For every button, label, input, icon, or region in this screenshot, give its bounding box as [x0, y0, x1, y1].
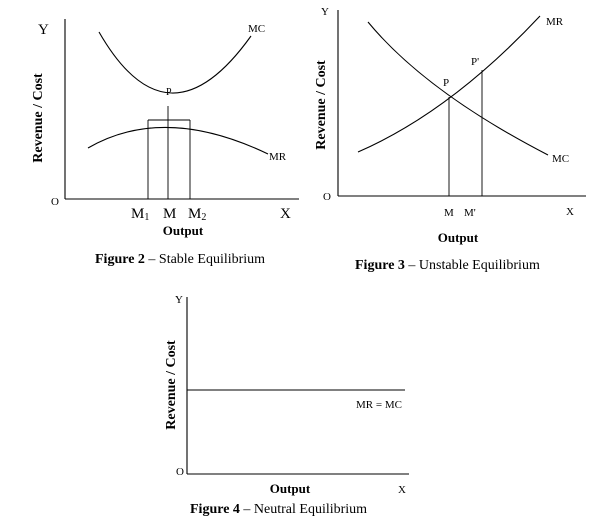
fig2-origin-label: O [51, 196, 59, 208]
fig2-mc-label: MC [248, 23, 266, 35]
fig3-y-axis-title: Revenue / Cost [314, 60, 329, 150]
fig2-y-axis-letter: Y [38, 22, 49, 38]
figure-3-unstable-equilibrium [314, 6, 586, 273]
fig2-caption: Figure 2 – Stable Equilibrium [95, 252, 266, 267]
fig2-mr-label: MR [269, 151, 287, 163]
fig3-mr-label: MR [546, 16, 564, 28]
fig4-origin-label: O [176, 466, 184, 478]
fig3-tick-m-prime: M' [464, 207, 476, 219]
fig2-x-axis-title: Output [162, 223, 204, 238]
fig3-x-axis-title: Output [437, 230, 479, 245]
fig3-origin-label: O [323, 191, 331, 203]
fig3-point-p-prime-label: P' [471, 56, 480, 68]
fig2-mc-curve [99, 32, 251, 93]
fig2-tick-m: M [163, 206, 177, 222]
fig4-x-axis-title: Output [269, 481, 311, 496]
fig3-y-axis-letter: Y [321, 6, 329, 18]
fig3-caption: Figure 3 – Unstable Equilibrium [355, 258, 540, 273]
fig4-y-axis-letter: Y [175, 294, 183, 306]
fig3-x-axis-letter: X [566, 206, 574, 218]
fig3-mc-label: MC [552, 153, 570, 165]
fig2-mr-curve [88, 127, 268, 154]
fig2-tick-m1: M1 [131, 206, 150, 223]
fig2-y-axis-title: Revenue / Cost [31, 73, 46, 163]
fig3-mc-curve [368, 22, 548, 155]
fig3-tick-m: M [444, 207, 454, 219]
fig2-point-p-label: P [166, 87, 172, 98]
fig4-y-axis-title: Revenue / Cost [164, 340, 179, 430]
fig4-x-axis-letter: X [398, 484, 406, 496]
fig4-line-label: MR = MC [356, 399, 402, 411]
figure-2-stable-equilibrium [31, 19, 299, 267]
figure-4-neutral-equilibrium [164, 294, 409, 517]
fig2-tick-m2: M2 [188, 206, 207, 223]
fig2-x-axis-letter: X [280, 206, 291, 222]
fig3-point-p-label: P [443, 77, 450, 89]
fig4-caption: Figure 4 – Neutral Equilibrium [190, 502, 368, 517]
